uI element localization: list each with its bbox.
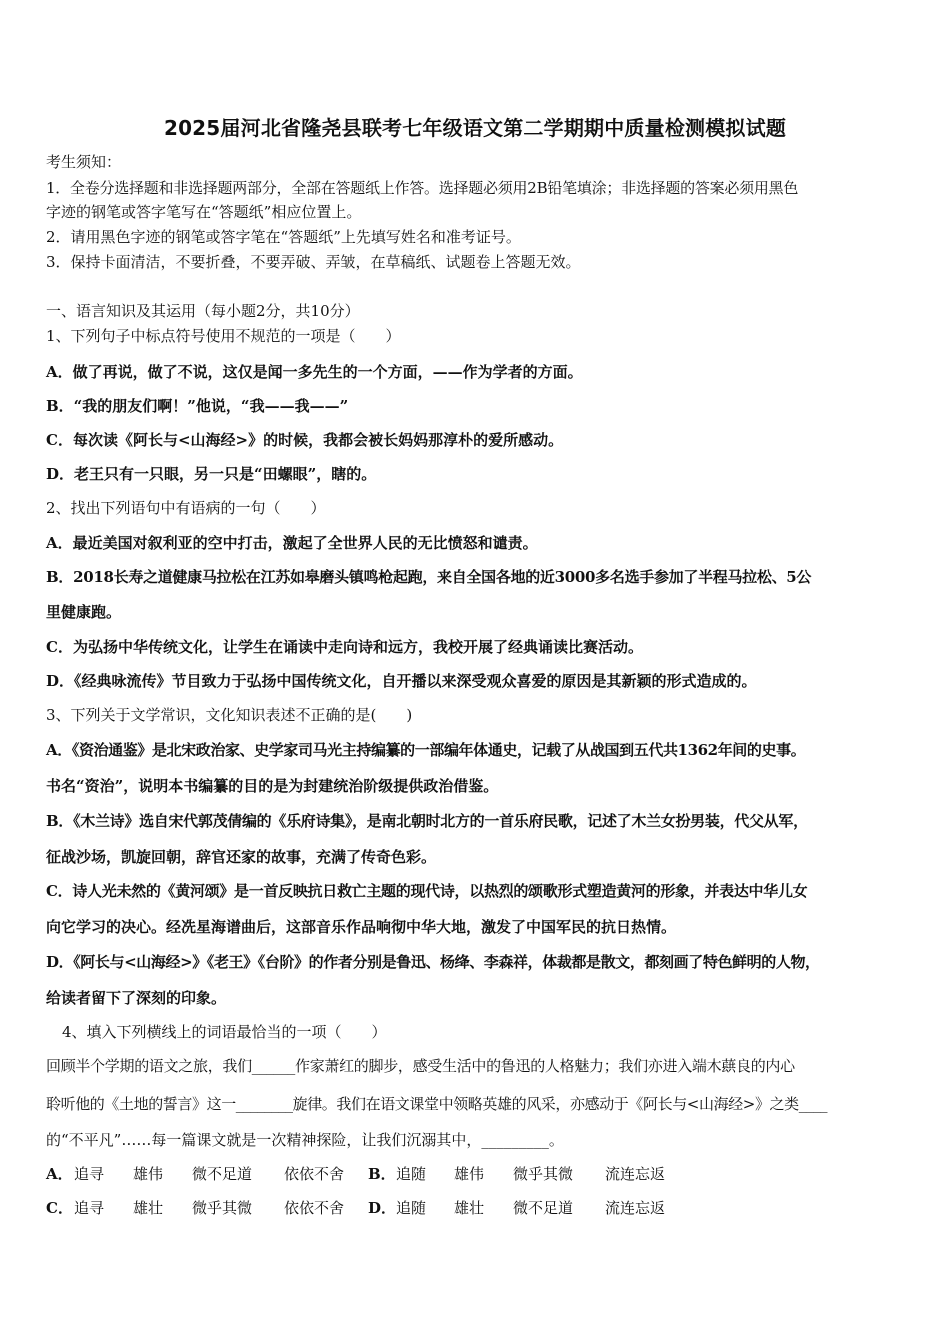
question-2-stem: 2、找出下列语句中有语病的一句（ ）	[46, 499, 326, 517]
option-word: 雄壮	[454, 1199, 485, 1217]
option-word: 微乎其微	[192, 1199, 253, 1217]
question-1-option-a: A．做了再说，做了不说，这仅是闻一多先生的一个方面，——作为学者的方面。	[46, 363, 583, 381]
option-letter: D．	[368, 1199, 397, 1217]
question-4-options-row-1	[46, 1164, 665, 1184]
option-word: 微乎其微	[513, 1165, 574, 1183]
option-word: 雄壮	[133, 1199, 164, 1217]
option-word: 微不足道	[513, 1199, 574, 1217]
option-word: 追寻	[74, 1199, 105, 1217]
option-word: 雄伟	[133, 1165, 164, 1183]
question-3-stem: 3、下列关于文学常识，文化知识表述不正确的是( )	[46, 706, 413, 724]
question-2-option-d: D．《经典咏流传》节目致力于弘扬中国传统文化，自开播以来深受观众喜爱的原因是其新颖的形式造成的。	[46, 672, 757, 690]
option-word: 依依不舍	[284, 1199, 345, 1217]
question-4-passage-line-2: 聆听他的《土地的誓言》这一________旋律。我们在语文课堂中领略英雄的风采，亦感动于《阿长与<山海经>》之类____	[46, 1095, 828, 1113]
option-word: 微不足道	[192, 1165, 253, 1183]
question-3-option-b-line-1: B．《木兰诗》选自宋代郭茂倩编的《乐府诗集》，是南北朝时北方的一首乐府民歌，记述了木兰女扮男装，代父从军，	[46, 812, 808, 830]
notice-item-1-line-2: 字迹的钢笔或答字笔写在“答题纸”相应位置上。	[46, 203, 362, 221]
option-word: 雄伟	[454, 1165, 485, 1183]
question-4-options-row-2	[46, 1198, 665, 1218]
question-3-option-a-line-2: 书名“资治”，说明本书编纂的目的是为封建统治阶级提供政治借鉴。	[46, 777, 499, 795]
question-2-option-a: A．最近美国对叙利亚的空中打击，激起了全世界人民的无比愤怒和谴责。	[46, 534, 538, 552]
question-3-option-b-line-2: 征战沙场，凯旋回朝，辞官还家的故事，充满了传奇色彩。	[46, 848, 437, 866]
document-title: 2025届河北省隆尧县联考七年级语文第二学期期中质量检测模拟试题	[163, 116, 787, 140]
question-1-option-d: D．老王只有一只眼，另一只是“田螺眼”，瞎的。	[46, 465, 377, 483]
question-1-stem: 1、下列句子中标点符号使用不规范的一项是（ ）	[46, 327, 401, 345]
option-word: 追随	[396, 1165, 427, 1183]
option-letter: B．	[368, 1165, 396, 1183]
question-2-option-b-line-2: 里健康跑。	[46, 603, 122, 621]
option-letter: C．	[46, 1199, 73, 1217]
question-3-option-a-line-1: A．《资治通鉴》是北宋政治家、史学家司马光主持编纂的一部编年体通史，记载了从战国到五代共1362年间的史事。	[46, 741, 806, 759]
question-3-option-d-line-2: 给读者留下了深刻的印象。	[46, 989, 227, 1007]
notice-item-3: 3．保持卡面清洁，不要折叠，不要弄破、弄皱，在草稿纸、试题卷上答题无效。	[46, 253, 581, 271]
question-3-option-c-line-2: 向它学习的决心。经冼星海谱曲后，这部音乐作品响彻中华大地，激发了中国军民的抗日热情。	[46, 918, 677, 936]
notice-item-2: 2．请用黑色字迹的钢笔或答字笔在“答题纸”上先填写姓名和准考证号。	[46, 228, 521, 246]
question-2-option-c: C．为弘扬中华传统文化，让学生在诵读中走向诗和远方，我校开展了经典诵读比赛活动。	[46, 638, 643, 656]
question-4-passage-line-3: 的“不平凡”……每一篇课文就是一次精神探险，让我们沉溺其中，_________。	[46, 1131, 564, 1149]
option-word: 追寻	[74, 1165, 105, 1183]
notice-heading: 考生须知：	[46, 153, 122, 171]
option-word: 流连忘返	[605, 1199, 666, 1217]
option-word: 依依不舍	[284, 1165, 345, 1183]
question-3-option-d-line-1: D．《阿长与<山海经>》《老王》《台阶》的作者分别是鲁迅、杨绛、李森祥，体裁都是散文，都刻画了特色鲜明的人物，	[46, 953, 820, 971]
option-word: 流连忘返	[605, 1165, 666, 1183]
option-word: 追随	[396, 1199, 427, 1217]
notice-item-1-line-1: 1．全卷分选择题和非选择题两部分，全部在答题纸上作答。选择题必须用2B铅笔填涂；非选择题的答案必须用黑色	[46, 179, 799, 197]
section-heading: 一、语言知识及其运用（每小题2分，共10分）	[46, 302, 360, 320]
question-1-option-c: C．每次读《阿长与<山海经>》的时候，我都会被长妈妈那淳朴的爱所感动。	[46, 431, 564, 449]
question-4-passage-line-1: 回顾半个学期的语文之旅，我们______作家萧红的脚步，感受生活中的鲁迅的人格魅力；我们亦进入端木蕻良的内心	[46, 1057, 795, 1075]
question-1-option-b: B．“我的朋友们啊！”他说，“我——我——”	[46, 397, 349, 415]
question-2-option-b-line-1: B．2018长寿之道健康马拉松在江苏如皋磨头镇鸣枪起跑，来自全国各地的近3000多名选手参加了半程马拉松、5公	[46, 568, 812, 586]
question-3-option-c-line-1: C．诗人光未然的《黄河颂》是一首反映抗日救亡主题的现代诗，以热烈的颂歌形式塑造黄河的形象，并表达中华儿女	[46, 882, 808, 900]
option-letter: A．	[46, 1165, 73, 1183]
question-4-stem: 4、填入下列横线上的词语最恰当的一项（ ）	[62, 1023, 387, 1041]
